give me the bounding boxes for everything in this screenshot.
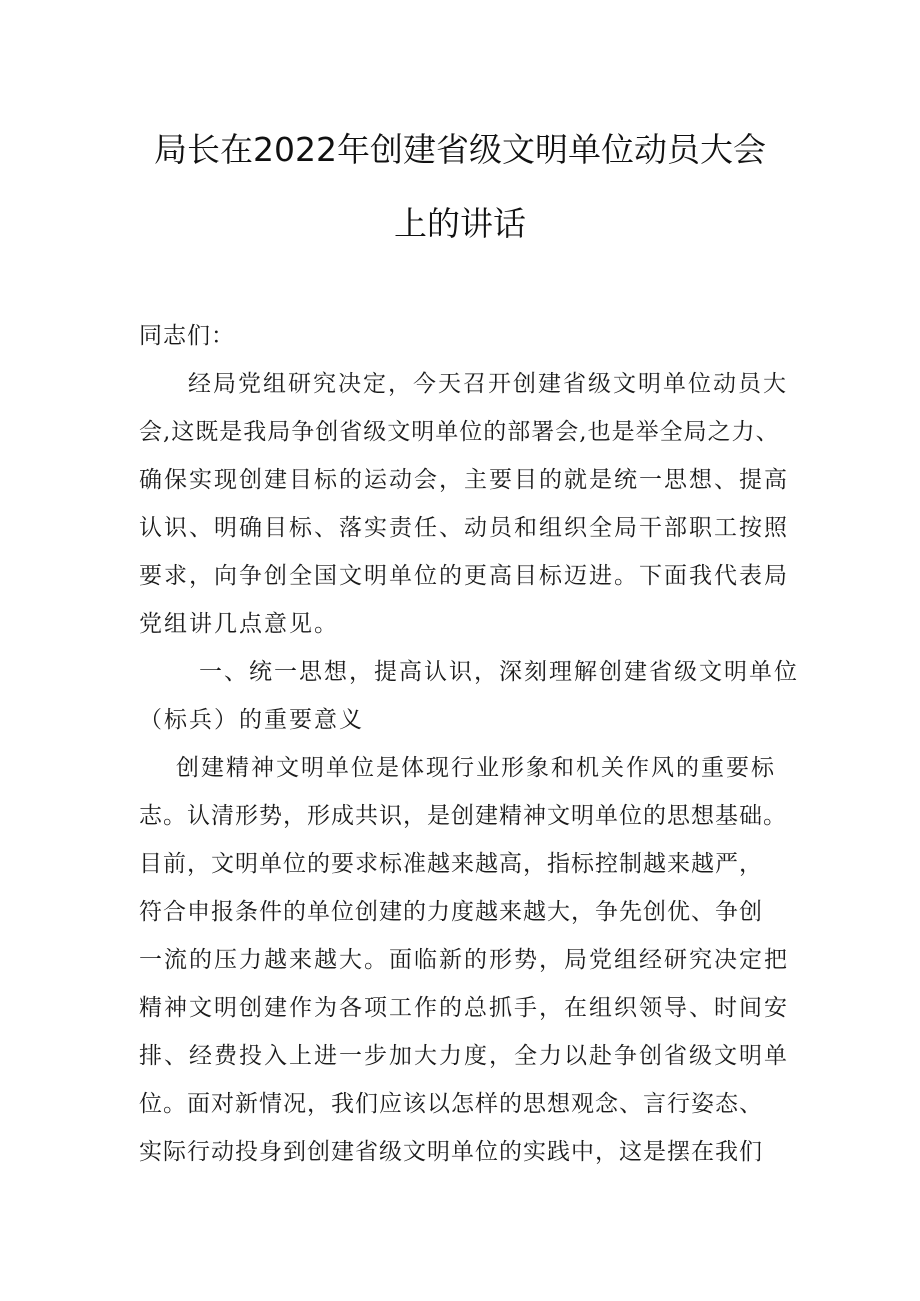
- section-heading-line: （标兵）的重要意义: [139, 707, 364, 733]
- paragraph-1-line: 党组讲几点意见。: [139, 611, 339, 637]
- paragraph-2-line: 创建精神文明单位是体现行业形象和机关作风的重要标: [176, 755, 776, 781]
- document-title-line-2: 上的讲话: [394, 204, 526, 243]
- paragraph-2-line: 符合申报条件的单位创建的力度越来越大，争先创优、争创: [139, 899, 763, 925]
- paragraph-1-line: 确保实现创建目标的运动会，主要目的就是统一思想、提高: [139, 467, 789, 493]
- paragraph-2-line: 排、经费投入上进一步加大力度，全力以赴争创省级文明单: [139, 1043, 789, 1069]
- paragraph-2-line: 精神文明创建作为各项工作的总抓手，在组织领导、时间安: [139, 995, 789, 1021]
- paragraph-1-line: 要求，向争创全国文明单位的更高目标迈进。下面我代表局: [139, 563, 789, 589]
- paragraph-2-line: 目前，文明单位的要求标准越来越高，指标控制越来越严，: [139, 851, 763, 877]
- paragraph-1-line: 会,这既是我局争创省级文明单位的部署会,也是举全局之力、: [139, 419, 780, 445]
- document-title-line-1: 局长在2022年创建省级文明单位动员大会: [154, 130, 766, 169]
- paragraph-2-line: 位。面对新情况，我们应该以怎样的思想观念、言行姿态、: [139, 1091, 763, 1117]
- section-heading-line: 一、统一思想，提高认识，深刻理解创建省级文明单位: [199, 659, 799, 685]
- paragraph-2-line: 实际行动投身到创建省级文明单位的实践中，这是摆在我们: [139, 1139, 763, 1165]
- paragraph-2-line: 志。认清形势，形成共识，是创建精神文明单位的思想基础。: [139, 803, 787, 829]
- paragraph-2-line: 一流的压力越来越大。面临新的形势，局党组经研究决定把: [139, 947, 789, 973]
- salutation: 同志们：: [139, 323, 235, 349]
- paragraph-1-line: 经局党组研究决定，今天召开创建省级文明单位动员大: [188, 371, 788, 397]
- paragraph-1-line: 认识、明确目标、落实责任、动员和组织全局干部职工按照: [139, 515, 789, 541]
